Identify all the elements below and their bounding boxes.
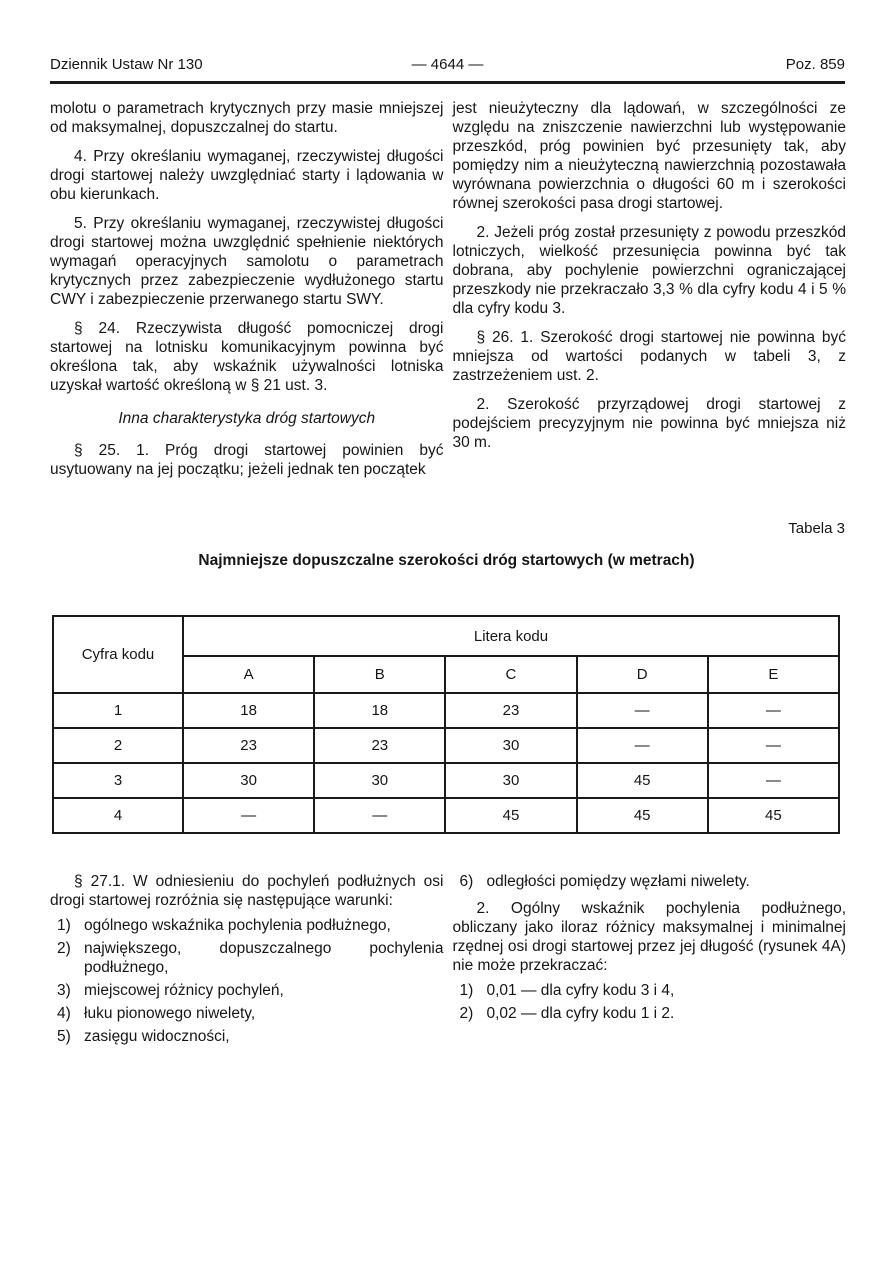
value-cell: 30	[445, 728, 576, 763]
list-item	[460, 1004, 847, 1023]
list-item	[57, 939, 444, 977]
right-column	[453, 99, 847, 489]
journal-title: Dziennik Ustaw Nr 130	[50, 56, 203, 73]
table-row	[53, 763, 839, 798]
value-cell: 18	[314, 693, 445, 728]
item-text: łuku pionowego niwelety,	[84, 1005, 256, 1022]
paragraph-continuation: molotu o parametrach krytycznych przy masie mniejszej od maksymalnej, dopuszczalnej do startu.	[50, 100, 444, 136]
item-text: odległości pomiędzy węzłami niwelety.	[486, 873, 750, 890]
paragraph-par26-2: 2. Szerokość przyrządowej drogi startowej z podejściem precyzyjnym nie powinna być mniejsza niż 30 m.	[452, 396, 846, 451]
paragraph-par25: § 25. 1. Próg drogi startowej powinien być usytuowany na jej początku; jeżeli jednak ten początek	[50, 442, 444, 478]
value-cell: 45	[577, 763, 708, 798]
item-text: ogólnego wskaźnika pochylenia podłużnego,	[84, 917, 391, 934]
value-cell: 30	[445, 763, 576, 798]
table-row	[53, 693, 839, 728]
letter-header-cell: A	[183, 656, 314, 693]
left-column	[50, 99, 444, 489]
value-cell: —	[708, 728, 839, 763]
item-number: 3)	[57, 982, 71, 999]
code-cell: 2	[53, 728, 183, 763]
list-item	[57, 1027, 444, 1046]
item-number: 5)	[57, 1028, 71, 1045]
value-cell: 18	[183, 693, 314, 728]
value-cell: —	[577, 728, 708, 763]
item-text: 0,01 — dla cyfry kodu 3 i 4,	[486, 982, 675, 999]
table-row	[53, 798, 839, 833]
position-number: Poz. 859	[785, 56, 845, 73]
section-heading: Inna charakterystyka dróg startowych	[118, 410, 376, 427]
group-header-cell: Litera kodu	[183, 616, 839, 656]
code-cell: 4	[53, 798, 183, 833]
item-number: 4)	[57, 1005, 71, 1022]
item-text: 0,02 — dla cyfry kodu 1 i 2.	[486, 1005, 675, 1022]
table-row	[53, 728, 839, 763]
list-item	[460, 981, 847, 1000]
paragraph-par24: § 24. Rzeczywista długość pomocniczej drogi startowej na lotnisku komunikacyjnym powinna być określona tak, aby wskaźnik używalności lotniska uzyskał wartość określoną w § 21 ust. 3.	[50, 320, 444, 394]
left-column-bottom	[50, 872, 444, 1050]
list-item	[57, 981, 444, 1000]
value-cell: —	[708, 763, 839, 798]
paragraph-5: 5. Przy określaniu wymaganej, rzeczywistej długości drogi startowej można uwzględnić spełnienie niektórych wymagań operacyjnych samolotu o parametrach krytycznych przez zabezpieczenie wydłużonego startu CWY i zabezpieczenie przerwanego startu SWY.	[50, 215, 444, 308]
paragraph-par27: § 27.1. W odniesieniu do pochyleń podłużnych osi drogi startowej rozróżnia się następujące warunki:	[50, 873, 444, 909]
letter-header-cell: D	[577, 656, 708, 693]
letter-header-cell: C	[445, 656, 576, 693]
value-cell: —	[183, 798, 314, 833]
right-column-bottom	[453, 872, 847, 1050]
value-cell: —	[577, 693, 708, 728]
letter-header-cell: B	[314, 656, 445, 693]
top-text-columns	[50, 99, 846, 489]
page-header	[50, 56, 845, 84]
table-caption: Najmniejsze dopuszczalne szerokości dróg startowych (w metrach)	[198, 552, 695, 569]
item-number: 2)	[459, 1005, 474, 1022]
item-text: największego, dopuszczalnego pochylenia podłużnego,	[84, 940, 444, 976]
list-item	[460, 872, 847, 891]
code-cell: 3	[53, 763, 183, 798]
list-item	[57, 916, 444, 935]
paragraph-4: 4. Przy określaniu wymaganej, rzeczywistej długości drogi startowej należy uwzględniać starty i lądowania w obu kierunkach.	[50, 148, 444, 203]
value-cell: 23	[445, 693, 576, 728]
value-cell: 45	[708, 798, 839, 833]
item-text: zasięgu widoczności,	[84, 1028, 230, 1045]
item-number: 6)	[459, 873, 474, 890]
value-cell: 30	[314, 763, 445, 798]
code-cell: 1	[53, 693, 183, 728]
item-number: 2)	[57, 940, 71, 957]
value-cell: 30	[183, 763, 314, 798]
corner-header-cell: Cyfra kodu	[53, 616, 183, 693]
list-item	[57, 1004, 444, 1023]
runway-widths-table	[52, 615, 840, 834]
value-cell: 45	[577, 798, 708, 833]
page-number: — 4644 —	[411, 56, 484, 73]
letter-header-cell: E	[708, 656, 839, 693]
paragraph-par26: § 26. 1. Szerokość drogi startowej nie powinna być mniejsza od wartości podanych w tabeli 3, z zastrzeżeniem ust. 2.	[452, 329, 846, 384]
paragraph-par25-2: 2. Jeżeli próg został przesunięty z powodu przeszkód lotniczych, wielkość przesunięcia powinna być tak dobrana, aby pochylenie powierzchni ograniczającej przeszkody nie przekraczało 3,3 % dla cyfry kodu 4 i 5 % dla cyfry kodu 3.	[452, 224, 846, 317]
paragraph-continuation: jest nieużyteczny dla lądowań, w szczególności ze względu na zniszczenie nawierzchni lub występowanie przeszkód, próg powinien być przesunięty tak, aby pomiędzy nim a nieużyteczną nawierzchnią pozostawała wyrównana powierzchnia o długości 60 m i szerokości równej szerokości pasa drogi startowej.	[452, 100, 846, 212]
value-cell: —	[314, 798, 445, 833]
item-text: miejscowej różnicy pochyleń,	[84, 982, 284, 999]
item-number: 1)	[57, 917, 71, 934]
table-label: Tabela 3	[788, 520, 845, 537]
value-cell: 23	[183, 728, 314, 763]
value-cell: 45	[445, 798, 576, 833]
value-cell: —	[708, 693, 839, 728]
value-cell: 23	[314, 728, 445, 763]
item-number: 1)	[459, 982, 474, 999]
bottom-text-columns	[50, 872, 846, 1050]
paragraph-par27-2: 2. Ogólny wskaźnik pochylenia podłużnego, obliczany jako iloraz różnicy maksymalnej i minimalnej rzędnej osi drogi startowej przez jej długość (rysunek 4A) nie może przekraczać:	[452, 900, 846, 974]
